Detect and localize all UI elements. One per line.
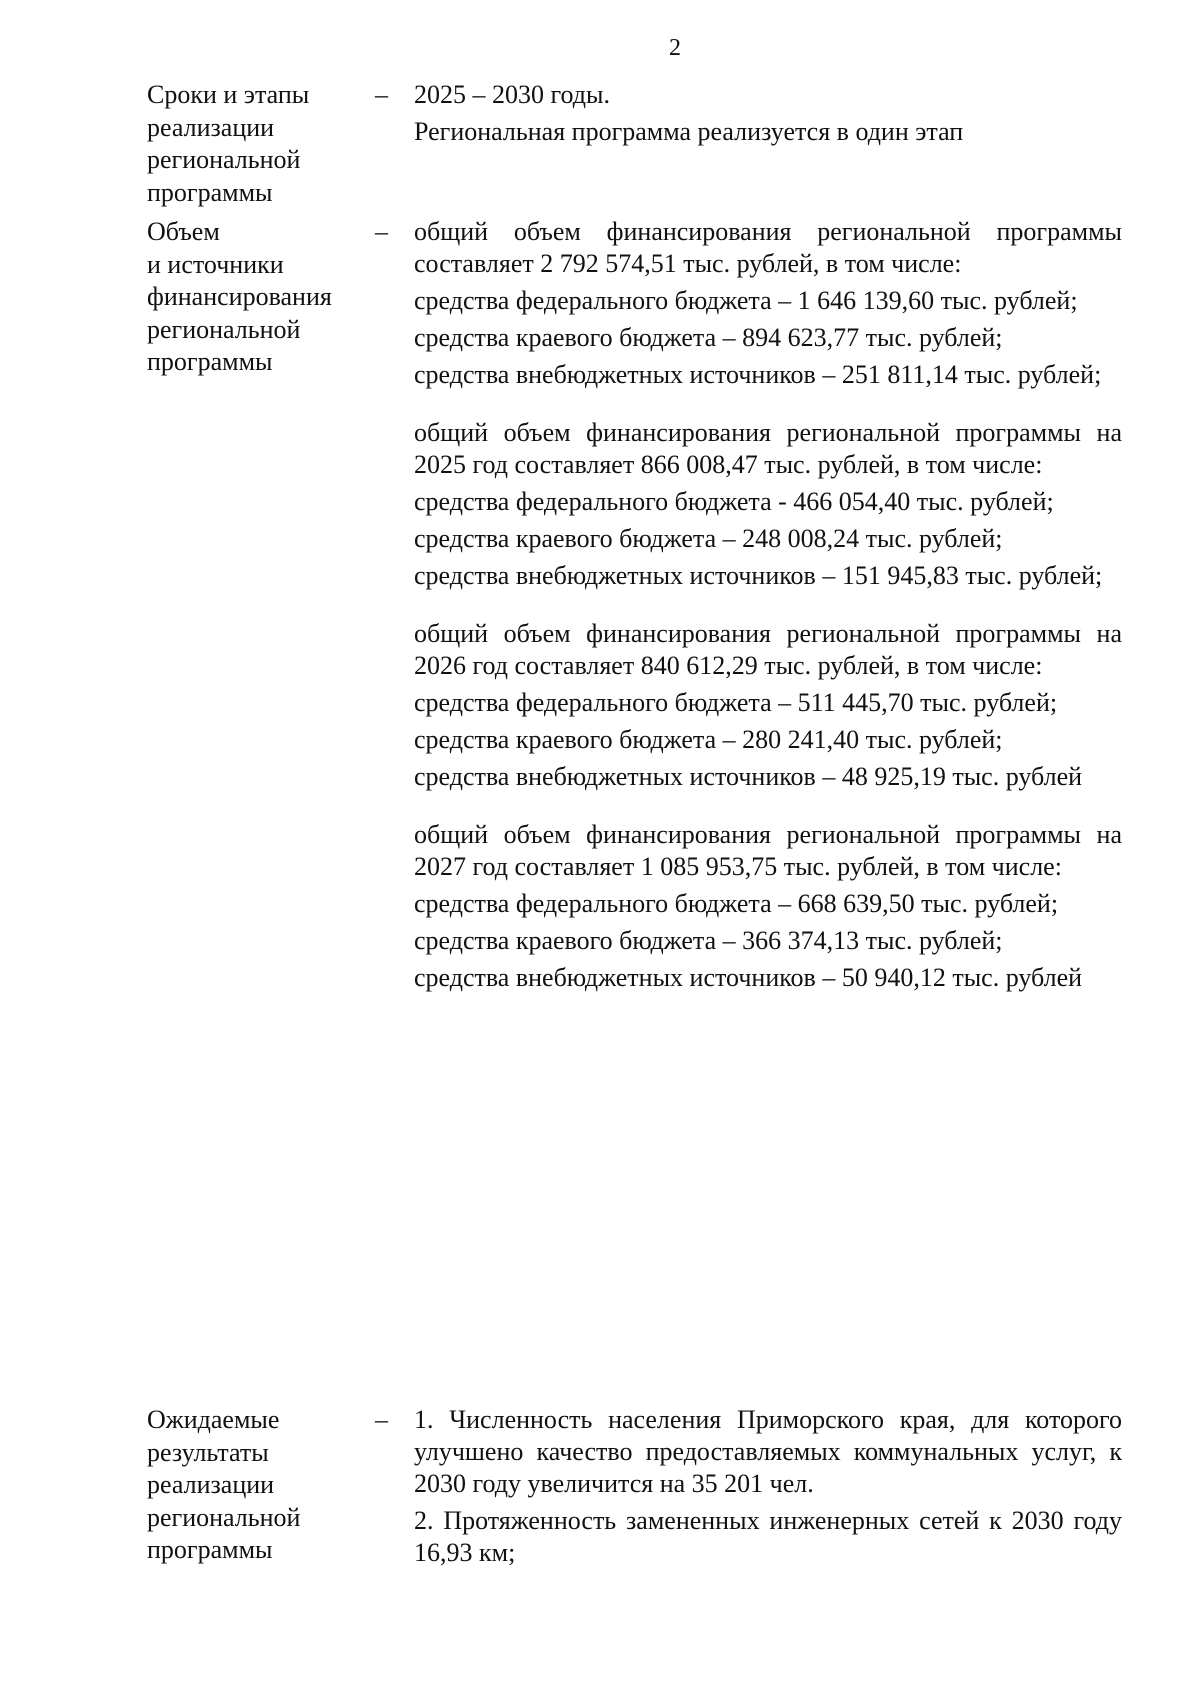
section-content bbox=[414, 216, 1122, 994]
paragraph: средства федерального бюджета – 668 639,50 тыс. рублей; bbox=[414, 889, 1059, 918]
paragraph: средства внебюджетных источников – 151 945,83 тыс. рублей; bbox=[414, 561, 1103, 590]
section-content bbox=[414, 1404, 1122, 1569]
section-content bbox=[414, 79, 1122, 148]
paragraph: средства краевого бюджета – 894 623,77 тыс. рублей; bbox=[414, 323, 1003, 352]
paragraph: общий объем финансирования региональной программы на 2025 год составляет 866 008,47 тыс. рублей, в том числе: bbox=[414, 418, 1122, 479]
paragraph: средства внебюджетных источников – 50 940,12 тыс. рублей bbox=[414, 963, 1083, 992]
paragraph: средства федерального бюджета – 1 646 139,60 тыс. рублей; bbox=[414, 286, 1078, 315]
section-label: Объем и источники финансирования региональной программы bbox=[147, 217, 332, 376]
paragraph: средства внебюджетных источников – 48 925,19 тыс. рублей bbox=[414, 762, 1083, 791]
section-dash: – bbox=[375, 1405, 388, 1434]
paragraph: 1. Численность населения Приморского края, для которого улучшено качество предоставляемых коммунальных услуг, к 2030 году увеличится на 35 201 чел. bbox=[414, 1405, 1122, 1498]
section-label: Ожидаемые результаты реализации региональной программы bbox=[147, 1405, 301, 1564]
paragraph: средства федерального бюджета - 466 054,40 тыс. рублей; bbox=[414, 487, 1054, 516]
paragraph: средства федерального бюджета – 511 445,70 тыс. рублей; bbox=[414, 688, 1058, 717]
page-number: 2 bbox=[669, 35, 681, 61]
paragraph: средства краевого бюджета – 366 374,13 тыс. рублей; bbox=[414, 926, 1003, 955]
paragraph: общий объем финансирования региональной программы на 2027 год составляет 1 085 953,75 тыс. рублей, в том числе: bbox=[414, 820, 1122, 881]
paragraph: 2. Протяженность замененных инженерных сетей к 2030 году 16,93 км; bbox=[414, 1506, 1122, 1567]
section-label: Сроки и этапы реализации региональной программы bbox=[147, 80, 310, 207]
paragraph: общий объем финансирования региональной программы на 2026 год составляет 840 612,29 тыс. рублей, в том числе: bbox=[414, 619, 1122, 680]
paragraph: средства краевого бюджета – 248 008,24 тыс. рублей; bbox=[414, 524, 1003, 553]
paragraph: общий объем финансирования региональной программы составляет 2 792 574,51 тыс. рублей, в том числе: bbox=[414, 217, 1122, 278]
section-dash: – bbox=[375, 80, 388, 109]
paragraph: средства краевого бюджета – 280 241,40 тыс. рублей; bbox=[414, 725, 1003, 754]
paragraph: средства внебюджетных источников – 251 811,14 тыс. рублей; bbox=[414, 360, 1102, 389]
paragraph: 2025 – 2030 годы. bbox=[414, 80, 610, 109]
paragraph: Региональная программа реализуется в один этап bbox=[414, 117, 964, 146]
section-dash: – bbox=[375, 217, 388, 246]
